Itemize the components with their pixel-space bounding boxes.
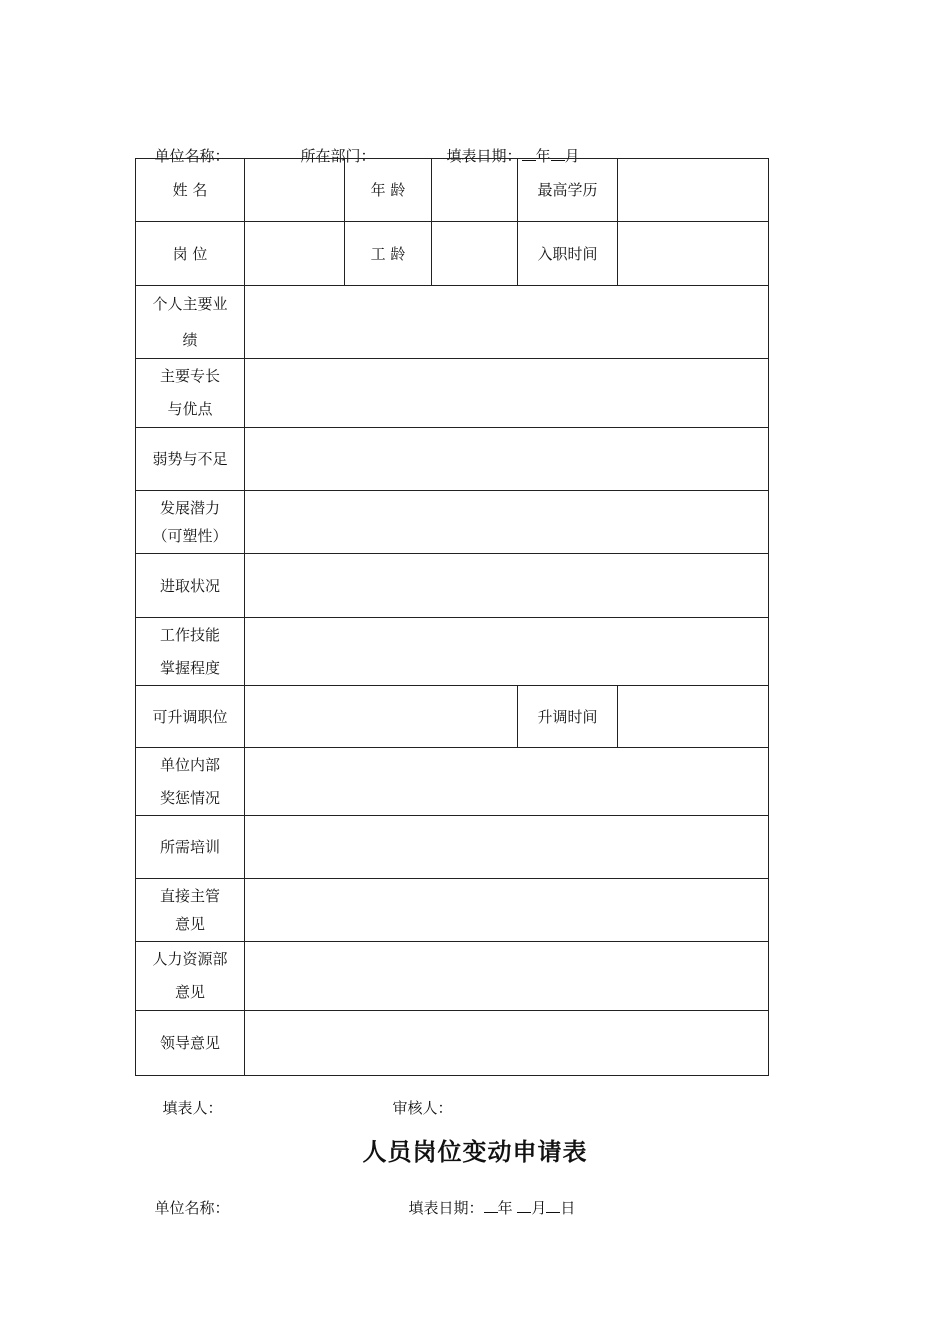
name-label: 姓 名 bbox=[136, 159, 245, 222]
rewards-label-line2: 奖惩情况 bbox=[159, 788, 220, 807]
hr-label bbox=[136, 942, 245, 1011]
skills-label-line2: 掌握程度 bbox=[159, 658, 220, 677]
reviewer-field bbox=[383, 1079, 453, 1118]
entry-time-label: 入职时间 bbox=[518, 222, 618, 286]
table-row bbox=[136, 286, 769, 359]
table-row bbox=[136, 159, 769, 222]
table-row bbox=[136, 816, 769, 879]
rewards-label-line1: 单位内部 bbox=[159, 755, 220, 774]
promotable-position-label: 可升调职位 bbox=[136, 686, 245, 748]
potential-label-line2: （可塑性） bbox=[152, 527, 228, 545]
second-fill-date-field bbox=[399, 1179, 575, 1218]
promotion-time-label: 升调时间 bbox=[518, 686, 618, 748]
filler-field bbox=[153, 1079, 223, 1118]
second-unit-name-label: 单位名称： bbox=[154, 1199, 230, 1217]
filler-label: 填表人： bbox=[162, 1099, 223, 1117]
rewards-input[interactable] bbox=[245, 748, 769, 816]
supervisor-label-line1: 直接主管 bbox=[159, 887, 220, 905]
second-day-blank[interactable] bbox=[546, 1198, 560, 1213]
position-input[interactable] bbox=[245, 222, 345, 286]
achievements-label bbox=[136, 286, 245, 359]
second-year-blank[interactable] bbox=[484, 1198, 498, 1213]
work-age-input[interactable] bbox=[432, 222, 518, 286]
training-input[interactable] bbox=[245, 816, 769, 879]
supervisor-label-line2: 意见 bbox=[174, 915, 205, 933]
second-form-title: 人员岗位变动申请表 bbox=[362, 1138, 588, 1166]
table-row bbox=[136, 491, 769, 554]
table-row bbox=[136, 686, 769, 748]
supervisor-label bbox=[136, 879, 245, 942]
age-input[interactable] bbox=[432, 159, 518, 222]
table-row bbox=[136, 618, 769, 686]
supervisor-input[interactable] bbox=[245, 879, 769, 942]
strengths-input[interactable] bbox=[245, 359, 769, 428]
strengths-label-line1: 主要专长 bbox=[159, 367, 220, 385]
hr-label-line2: 意见 bbox=[174, 983, 205, 1001]
achievements-label-line1: 个人主要业 bbox=[152, 295, 228, 313]
hr-input[interactable] bbox=[245, 942, 769, 1011]
rewards-label bbox=[136, 748, 245, 816]
second-fill-date-label: 填表日期： bbox=[408, 1199, 484, 1217]
second-unit-name-field bbox=[145, 1179, 230, 1218]
progress-input[interactable] bbox=[245, 554, 769, 618]
potential-label bbox=[136, 491, 245, 554]
table-row bbox=[136, 942, 769, 1011]
strengths-label-line2: 与优点 bbox=[167, 400, 213, 418]
name-input[interactable] bbox=[245, 159, 345, 222]
table-row bbox=[136, 554, 769, 618]
promotion-time-input[interactable] bbox=[618, 686, 769, 748]
table-row bbox=[136, 222, 769, 286]
potential-input[interactable] bbox=[245, 491, 769, 554]
year-label: 年 bbox=[535, 147, 551, 165]
potential-label-line1: 发展潜力 bbox=[159, 499, 220, 517]
achievements-label-line2: 绩 bbox=[182, 331, 198, 349]
fill-date-label: 填表日期： bbox=[446, 147, 522, 165]
education-input[interactable] bbox=[618, 159, 769, 222]
skills-label bbox=[136, 618, 245, 686]
evaluation-table bbox=[135, 158, 769, 1076]
table-row bbox=[136, 1011, 769, 1076]
table-row bbox=[136, 748, 769, 816]
second-day-label: 日 bbox=[560, 1199, 576, 1217]
month-label: 月 bbox=[564, 147, 580, 165]
department-label: 所在部门： bbox=[300, 147, 376, 165]
second-month-blank[interactable] bbox=[517, 1198, 531, 1213]
work-age-label: 工 龄 bbox=[345, 222, 432, 286]
second-month-label: 月 bbox=[531, 1199, 547, 1217]
skills-input[interactable] bbox=[245, 618, 769, 686]
education-label: 最高学历 bbox=[518, 159, 618, 222]
table-row bbox=[136, 428, 769, 491]
weaknesses-input[interactable] bbox=[245, 428, 769, 491]
reviewer-label: 审核人： bbox=[392, 1099, 453, 1117]
position-label: 岗 位 bbox=[136, 222, 245, 286]
skills-label-line1: 工作技能 bbox=[159, 625, 220, 644]
progress-label: 进取状况 bbox=[136, 554, 245, 618]
table-row bbox=[136, 359, 769, 428]
strengths-label bbox=[136, 359, 245, 428]
table-row bbox=[136, 879, 769, 942]
second-year-label: 年 bbox=[497, 1199, 513, 1217]
achievements-input[interactable] bbox=[245, 286, 769, 359]
unit-name-label: 单位名称： bbox=[154, 147, 230, 165]
leader-input[interactable] bbox=[245, 1011, 769, 1076]
weaknesses-label: 弱势与不足 bbox=[136, 428, 245, 491]
promotable-position-input[interactable] bbox=[245, 686, 518, 748]
hr-label-line1: 人力资源部 bbox=[152, 950, 228, 968]
training-label: 所需培训 bbox=[136, 816, 245, 879]
age-label: 年 龄 bbox=[345, 159, 432, 222]
entry-time-input[interactable] bbox=[618, 222, 769, 286]
leader-label: 领导意见 bbox=[136, 1011, 245, 1076]
